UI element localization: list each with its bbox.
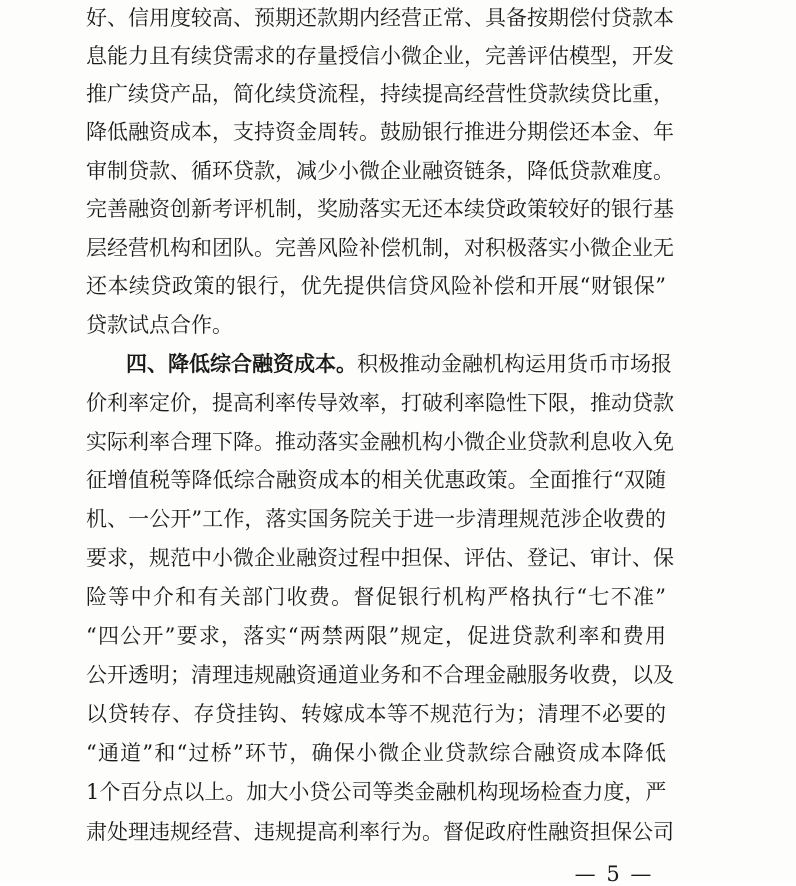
paragraph-line: 公开透明；清理违规融资通道业务和不合理金融服务收费，以及	[86, 663, 674, 687]
paragraph-line: 征增值税等降低综合融资成本的相关优惠政策。全面推行“双随	[86, 468, 666, 492]
paragraph-line: 贷款试点合作。	[86, 313, 233, 337]
paragraph-line: 以贷转存、存贷挂钩、转嫁成本等不规范行为；清理不必要的	[86, 702, 666, 726]
paragraph-line: 好、信用度较高、预期还款期内经营正常、具备按期偿付贷款本	[86, 6, 674, 30]
paragraph-line: 息能力且有续贷需求的存量授信小微企业，完善评估模型，开发	[86, 44, 674, 68]
paragraph-line: 机、一公开”工作，落实国务院关于进一步清理规范涉企收费的	[86, 507, 666, 531]
paragraph-line: 层经营机构和团队。完善风险补偿机制，对积极落实小微企业无	[86, 236, 674, 260]
paragraph-line: “四公开”要求，落实“两禁两限”规定，促进贷款利率和费用	[86, 624, 666, 648]
paragraph-line: 肃处理违规经营、违规提高利率行为。督促政府性融资担保公司	[86, 820, 674, 844]
section-first-line	[126, 350, 672, 378]
paragraph-line: 审制贷款、循环贷款，减少小微企业融资链条，降低贷款难度。	[86, 159, 674, 183]
page-number: — 5 —	[574, 862, 654, 886]
paragraph-line: 价利率定价，提高利率传导效率，打破利率隐性下限，推动贷款	[86, 391, 674, 415]
paragraph-line: 险等中介和有关部门收费。督促银行机构严格执行“七不准”	[86, 585, 666, 609]
paragraph-line: 还本续贷政策的银行，优先提供信贷风险补偿和开展“财银保”	[86, 274, 666, 298]
paragraph-line: 实际利率合理下降。推动落实金融机构小微企业贷款利息收入免	[86, 430, 674, 454]
paragraph-line: 要求，规范中小微企业融资过程中担保、评估、登记、审计、保	[86, 546, 674, 570]
section-first-line-text: 积极推动金融机构运用货币市场报	[357, 352, 672, 376]
paragraph-line: 完善融资创新考评机制，奖励落实无还本续贷政策较好的银行基	[86, 197, 674, 221]
paragraph-line: 推广续贷产品，简化续贷流程，持续提高经营性贷款续贷比重，	[86, 82, 674, 106]
section-heading: 四、降低综合融资成本。	[126, 352, 357, 376]
paragraph-line: 降低融资成本，支持资金周转。鼓励银行推进分期偿还本金、年	[86, 120, 674, 144]
paragraph-line: 1个百分点以上。加大小贷公司等类金融机构现场检查力度，严	[86, 780, 667, 804]
paragraph-line: “通道”和“过桥”环节，确保小微企业贷款综合融资成本降低	[86, 741, 666, 765]
